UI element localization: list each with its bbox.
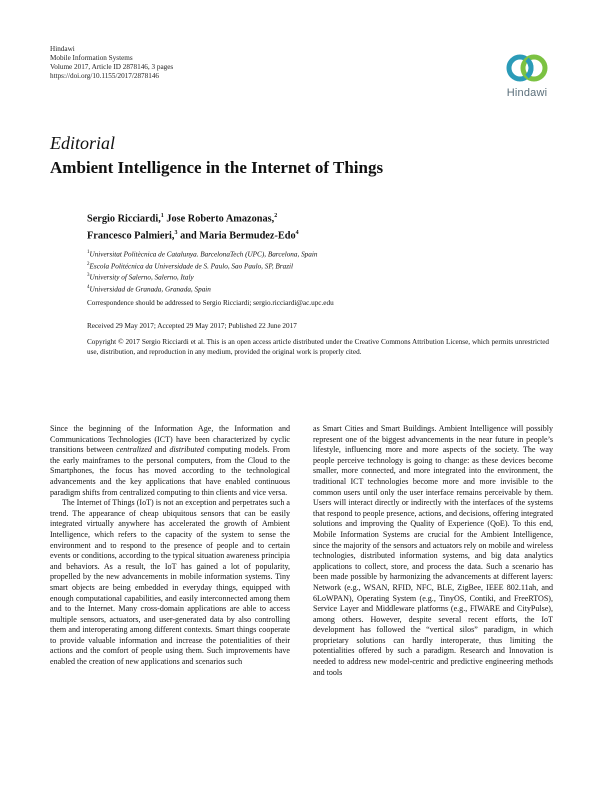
paper-title: Ambient Intelligence in the Internet of Things — [50, 158, 384, 177]
author-affil-mark: 3 — [174, 230, 178, 237]
body-paragraph: The Internet of Things (IoT) is not an exception and perpetrates such a trend. The appearance of cheap ubiquitous sensors that can be easily integrated virtually anywhere has accelerated the growth of Ambient Intelligence, which refers to the capacity of the system to sense the environment and to respond to the presence of people and to certain events or conditions, according to the typical situation awareness principia and behaviors. As a result, the IoT has gained a lot of popularity, propelled by the new advancements in mobile information systems. Tiny smart objects are being embedded in everyday things, equipped with enough computational capabilities, and easily interconnected among them and to the Internet. Many cross-domain applications are able to access multiple sensors, actuators, and user-generated data by also controlling them and interoperating among different contexts. Smart things cooperate to provide valuable information and increase the potentialities of their actions and the comfort of people using them. Such improvements have enabled the creation of new applications and scenarios such — [50, 498, 290, 667]
publication-dates: Received 29 May 2017; Accepted 29 May 2017; Published 22 June 2017 — [87, 322, 297, 330]
author-name: Sergio Ricciardi, — [87, 213, 161, 225]
emphasis-text: centralized — [116, 445, 152, 455]
paragraph-text: Since the beginning of the Information Age, the Information and Communications Technologies (ICT) have been characterized by cyclic transitions between — [50, 424, 290, 455]
hindawi-logo — [498, 50, 556, 102]
body-column-right — [313, 424, 553, 678]
affiliation-text: Escola Politécnica da Universidade de S. Paulo, Sao Paulo, SP, Brazil — [89, 261, 293, 270]
affiliation-item — [87, 271, 317, 283]
affiliation-item — [87, 248, 317, 260]
author-affil-mark: 1 — [160, 213, 164, 219]
body-column-left — [50, 424, 290, 668]
paragraph-text: and — [151, 445, 170, 455]
logo-text: Hindawi — [506, 87, 548, 99]
affiliation-mark: 3 — [87, 273, 90, 279]
author-name: Jose Roberto Amazonas, — [163, 213, 275, 225]
body-paragraph: as Smart Cities and Smart Buildings. Ambient Intelligence will possibly represent one of the biggest advancements in the near future in people’s lifestyle, influencing more and more aspects of the society. The way people perceive technology is going to change: as these devices become smaller, more connected, and more integrated into the environment, the traditional ICT technologies become more and more invisible to the common users until only the user interface remains perceivable by them. Users will interact directly or indirectly with the interfaces of the systems that respond to people presence, actions, and decisions, offering integrated solutions and improving the Quality of Experience (QoE). To this end, Mobile Information Systems are crucial for the Ambient Intelligence, since the majority of the sensors and actuators rely on mobile and wireless technologies, distributed information systems, and big data analytics applications to collect, store, and process the data. Such a scenario has been made possible by harmonizing the advancements at different layers: Network (e.g., WSAN, RFID, NFC, BLE, ZigBee, IEEE 802.11ah, and 6LoWPAN), Operating System (e.g., TinyOS, Contiki, and FreeRTOS), Service Layer and Middleware platforms (e.g., FIWARE and CityPulse), among others. However, despite several recent efforts, the IoT development has followed the “vertical silos” paradigm, in which proprietary solutions can hardly interoperate, thus limiting the potentialities offered by such a paradigm. Research and Innovation is needed to address new model-centric and predictive engineering methods and tools — [313, 424, 553, 677]
author-affil-mark: 2 — [274, 213, 278, 219]
affiliation-list — [87, 248, 317, 294]
author-affil-mark: 4 — [295, 230, 299, 237]
affiliation-text: Universitat Politècnica de Catalunya. BarcelonaTech (UPC), Barcelona, Spain — [89, 250, 318, 259]
hindawi-logo-icon — [505, 50, 549, 86]
affiliation-mark: 2 — [87, 261, 90, 267]
article-type: Editorial — [50, 133, 116, 153]
author-name: and Maria Bermudez-Edo — [177, 230, 296, 242]
affiliation-text: University of Salerno, Salerno, Italy — [89, 273, 194, 282]
affiliation-mark: 4 — [87, 284, 90, 290]
affiliation-item — [87, 283, 317, 295]
author-list — [87, 209, 299, 244]
doi-link[interactable]: https://doi.org/10.1155/2017/2878146 — [50, 72, 160, 80]
volume-line: Volume 2017, Article ID 2878146, 3 pages — [50, 63, 174, 71]
correspondence-line: Correspondence should be addressed to Sergio Ricciardi; sergio.ricciardi@ac.upc.edu — [87, 299, 334, 307]
emphasis-text: distributed — [169, 445, 205, 455]
copyright-notice: Copyright © 2017 Sergio Ricciardi et al. This is an open access article distributed under the Creative Commons Attribution License, which permits unrestricted use, distribution, and reproduction in any medium, provided the original work is properly cited. — [87, 338, 549, 356]
affiliation-item — [87, 260, 317, 272]
journal-name: Mobile Information Systems — [50, 54, 133, 62]
affiliation-mark: 1 — [87, 250, 90, 255]
journal-info — [50, 45, 173, 81]
affiliation-text: Universidad de Granada, Granada, Spain — [89, 285, 211, 294]
body-paragraph — [50, 424, 290, 498]
author-name: Francesco Palmieri, — [87, 230, 175, 242]
paragraph-text: computing models. From the early mainframes to the personal computers, from the Cloud to the Smartphones, the focus has moved according to the technological advancements and the key applications that have enabled continuous paradigm shifts from centralized computing to thin clients and vice versa. — [50, 445, 291, 497]
publisher-name: Hindawi — [50, 45, 75, 53]
